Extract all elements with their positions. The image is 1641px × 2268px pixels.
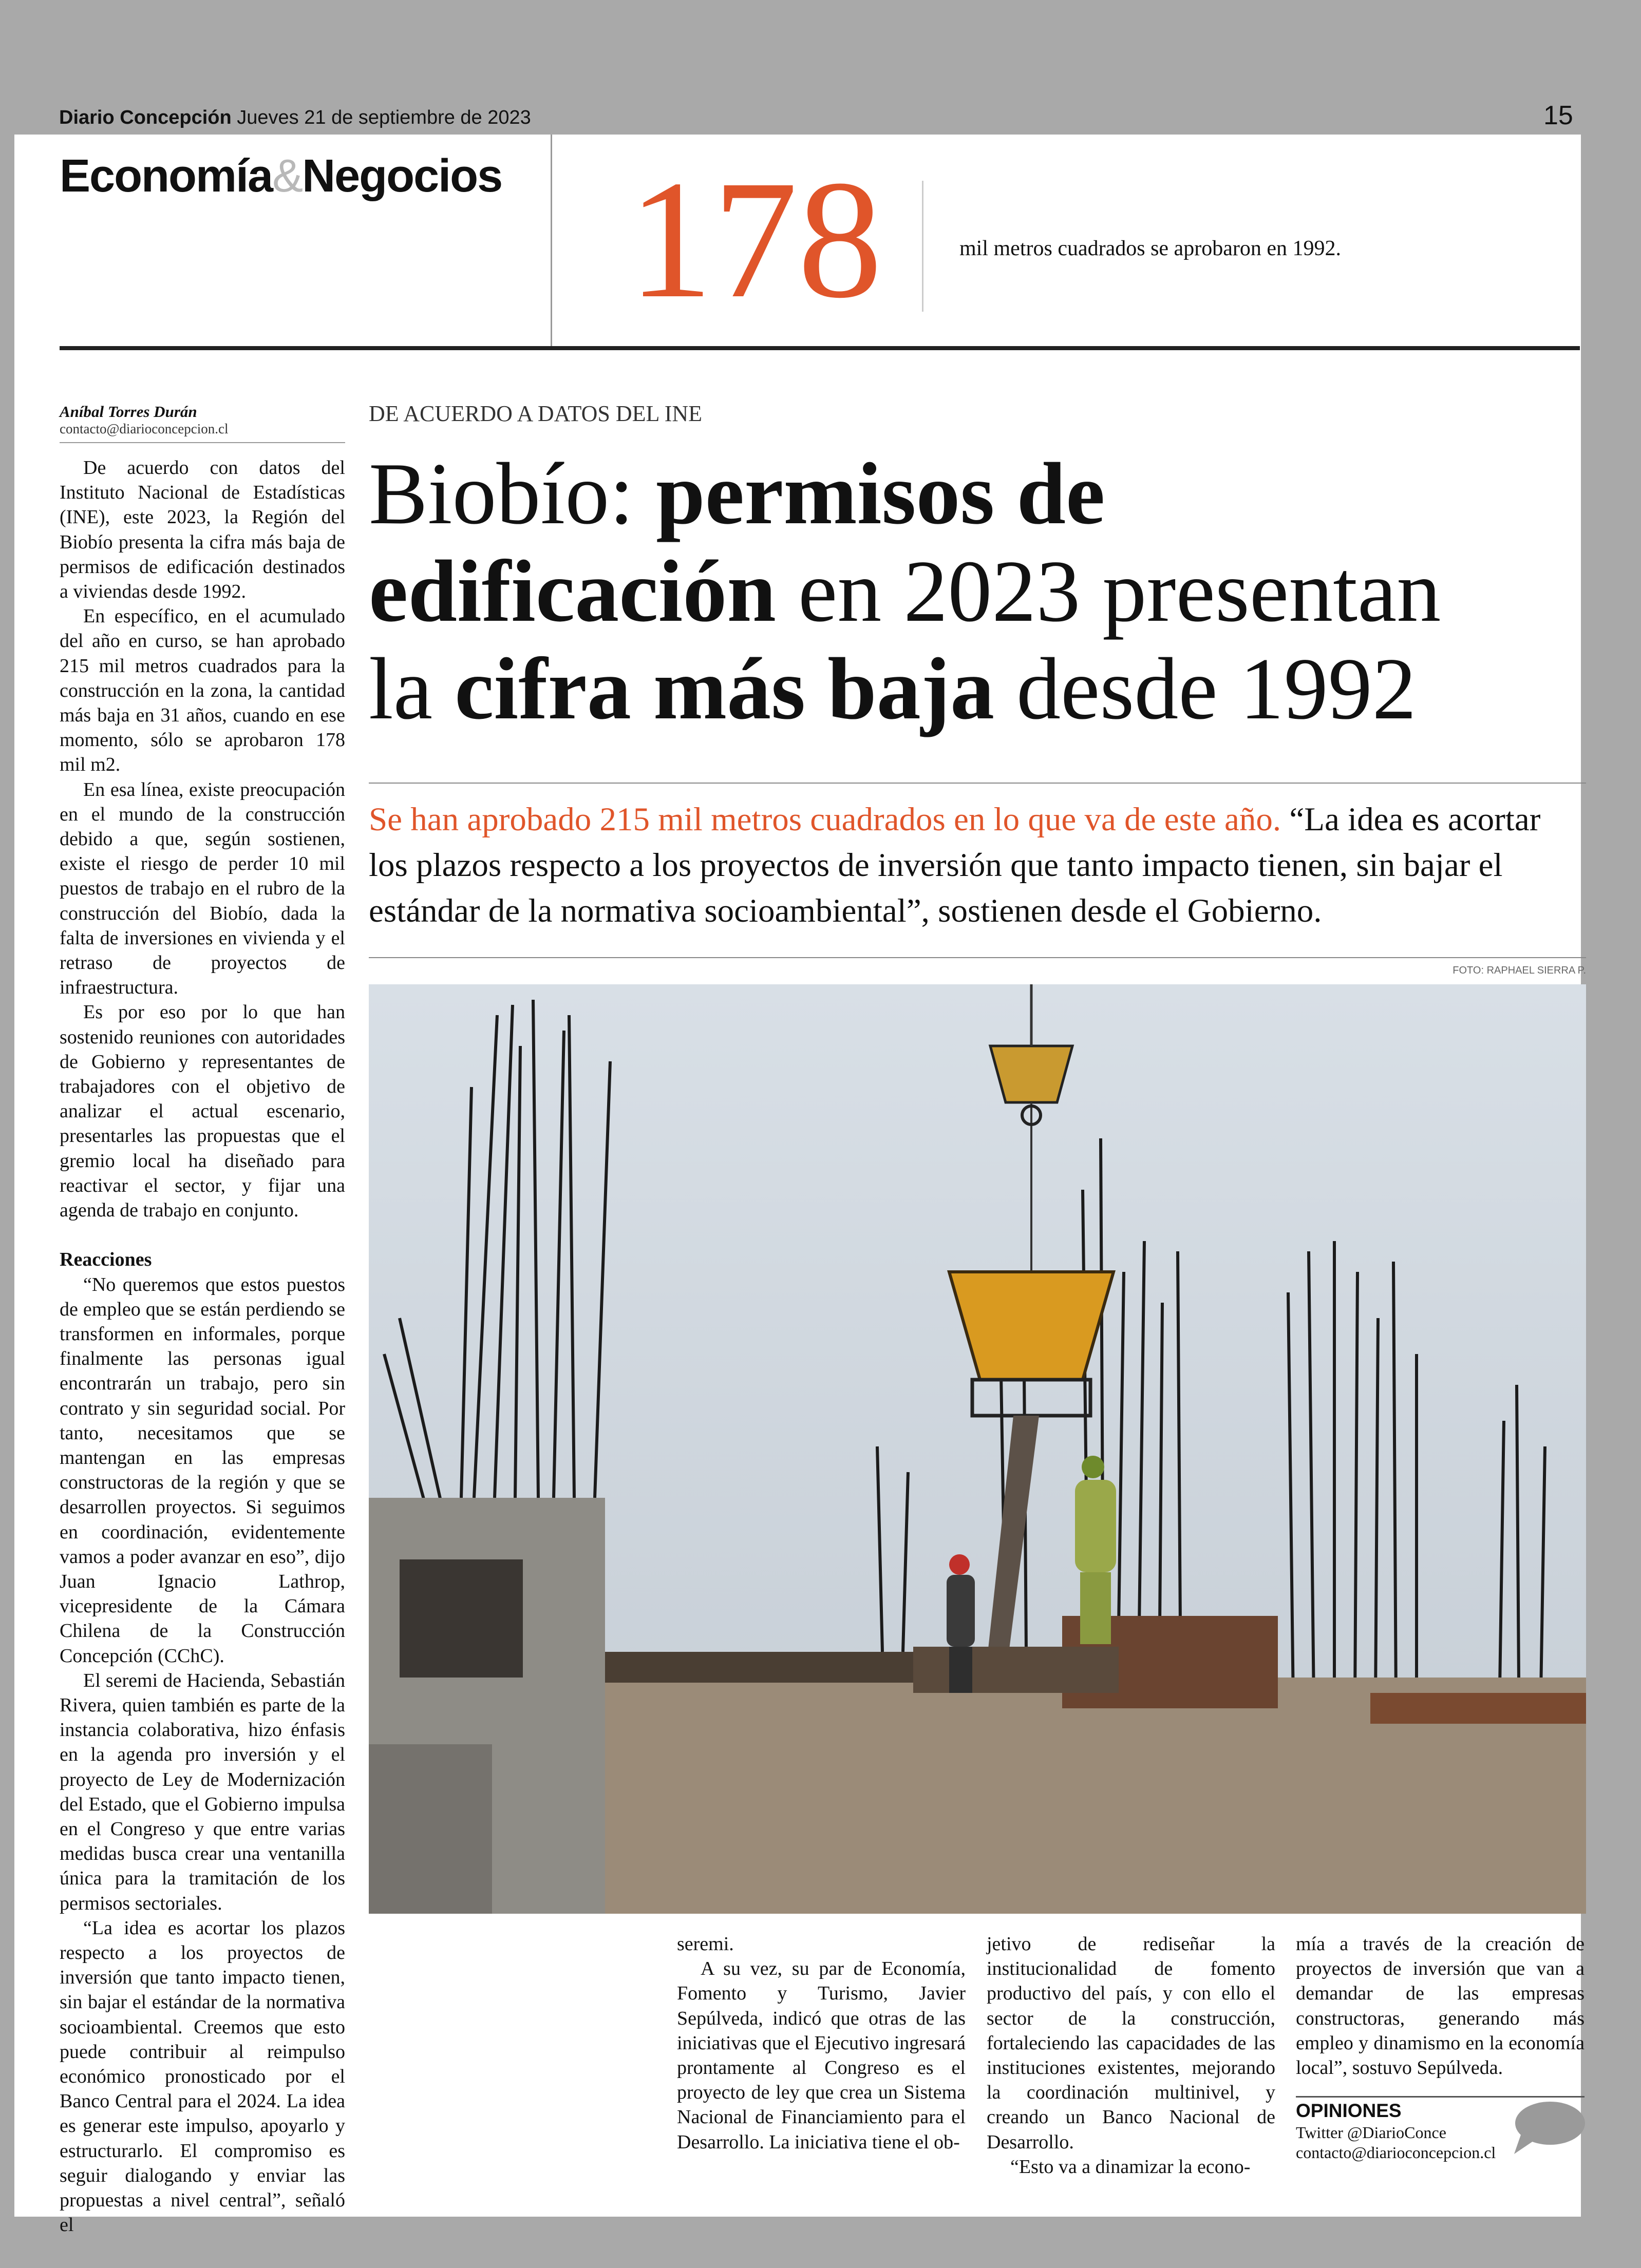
construction-photo-illustration xyxy=(369,984,1586,1914)
big-number-caption: mil metros cuadrados se aprobaron en 1992. xyxy=(959,237,1341,260)
section-title: Economía&Negocios xyxy=(60,150,502,202)
newspaper-page xyxy=(14,135,1586,2236)
header-divider xyxy=(551,135,552,348)
paragraph: “Esto va a dinamizar la econo- xyxy=(1010,2156,1251,2178)
author-email: contacto@diarioconcepcion.cl xyxy=(60,421,345,443)
paragraph: Es por eso por lo que han sostenido reuniones con autoridades de Gobierno y representantes de trabajadores con el objetivo de analizar el actual escenario, presentarles las propuestas que el gremio local ha diseñado para reactivar el sector, y fijar una agenda de trabajo en conjunto. xyxy=(60,1001,345,1222)
page-number: 15 xyxy=(1543,101,1573,130)
author-name: Aníbal Torres Durán xyxy=(60,403,197,421)
paragraph: “La idea es acortar los plazos respecto a los proyectos de inversión que tanto impacto tienen, sin bajar el estándar de la normativa socioambiental. Creemos que esto puede contribuir al reimpulso económico pronosticado por el Banco Central para el 2024. La idea es generar este impulso, apoyarlo y estructurarlo. El compromiso es seguir dialogando y enviar las propuestas a nivel central”, señaló el xyxy=(60,1917,345,2236)
speech-bubble-icon xyxy=(1512,2100,1586,2159)
opiniones-title: OPINIONES xyxy=(1296,2100,1402,2121)
issue-date: Jueves 21 de septiembre de 2023 xyxy=(237,107,531,128)
body-column-1 xyxy=(60,455,345,2237)
masthead-strip xyxy=(59,107,531,129)
big-number: 178 xyxy=(628,146,882,333)
paragraph: En específico, en el acumulado del año en curso, se han aprobado 215 mil metros cuadrados para la construcción en la zona, la cantidad más baja en 31 años, cuando en ese momento, sólo se aprobaron 178 mil m2. xyxy=(60,605,345,776)
construction-photo xyxy=(369,984,1586,1914)
section-ampersand: & xyxy=(272,150,303,202)
paper-name: Diario Concepción xyxy=(59,107,232,128)
subhead: Reacciones xyxy=(60,1249,152,1271)
opiniones-twitter[interactable]: Twitter @DiarioConce xyxy=(1296,2123,1446,2142)
deck-rule-bottom xyxy=(369,957,1586,958)
worker-right xyxy=(1075,1456,1116,1644)
headline: Biobío: permisos de edificación en 2023 presentan la cifra más baja desde 1992 xyxy=(369,445,1441,738)
deck-highlight: Se han aprobado 215 mil metros cuadrados en lo que va de este año. xyxy=(369,801,1281,838)
paragraph: A su vez, su par de Economía, Fomento y Turismo, Javier Sepúlveda, indicó que otras de las iniciativas que el Ejecutivo ingresará prontamente al Congreso es el proyecto de ley que crea un Sistema Nacional de Financiamiento para el Desarrollo. La iniciativa tiene el ob- xyxy=(677,1958,966,2153)
deck-rule-top xyxy=(369,783,1586,784)
big-number-divider xyxy=(922,181,923,312)
photo-credit: FOTO: RAPHAEL SIERRA P. xyxy=(1453,965,1586,976)
paragraph: “No queremos que estos puestos de empleo que se están perdiendo se transformen en informales, porque finalmente las personas igual encontrarán un trabajo, pero sin contrato y sin seguridad social. Por tanto, necesitamos que se mantengan en las empresas constructoras de la región y que se desarrollen proyectos. Si seguimos en coordinación, evidentemente vamos a poder avanzar en eso”, dijo Juan Ignacio Lathrop, vicepresidente de la Cámara Chilena de la Construcción Concepción (CChC). xyxy=(60,1273,345,1667)
opiniones-email[interactable]: contacto@diarioconcepcion.cl xyxy=(1296,2143,1496,2162)
opiniones-rule xyxy=(1296,2096,1585,2098)
paragraph: mía a través de la creación de proyectos de inversión que van a demandar de las empresas constructoras, generando más empleo y dinamismo en la economía local”, sostuvo Sepúlveda. xyxy=(1296,1933,1585,2079)
deck: Se han aprobado 215 mil metros cuadrados en lo que va de este año. “La idea es acortar los plazos respecto a los proyectos de inversión que tanto impacto tienen, sin bajar el estándar de la normativa socioambiental”, sostienen desde el Gobierno. xyxy=(369,801,1541,929)
byline xyxy=(60,403,345,443)
body-column-4 xyxy=(1296,1932,1585,2080)
header-rule xyxy=(60,346,1580,350)
body-column-3 xyxy=(987,1932,1275,2179)
paragraph: El seremi de Hacienda, Sebastián Rivera, quien también es parte de la instancia colaborativa, hizo énfasis en la agenda pro inversión y el proyecto de Ley de Modernización del Estado, que el Gobierno impulsa en el Congreso y que entre varias medidas busca crear una ventanilla única para la tramitación de los permisos sectoriales. xyxy=(60,1669,345,1914)
paragraph: En esa línea, existe preocupación en el mundo de la construcción debido a que, según sostienen, existe el riesgo de perder 10 mil puestos de trabajo en el rubro de la construcción del Biobío, dada la falta de inversiones en vivienda y el retraso de proyectos de infraestructura. xyxy=(60,778,345,999)
paragraph: De acuerdo con datos del Instituto Nacional de Estadísticas (INE), este 2023, la Región del Biobío presenta la cifra más baja de permisos de edificación destinados a viviendas desde 1992. xyxy=(60,457,345,603)
paragraph: seremi. xyxy=(677,1933,734,1955)
paragraph: jetivo de rediseñar la institucionalidad de fomento productivo del país, y con ello el sector de la construcción, fortaleciendo las capacidades de las instituciones existentes, mejorando la coordinación multinivel, y creando un Banco Nacional de Desarrollo. xyxy=(987,1933,1275,2153)
kicker: DE ACUERDO A DATOS DEL INE xyxy=(369,401,703,426)
body-column-2 xyxy=(677,1932,966,2155)
